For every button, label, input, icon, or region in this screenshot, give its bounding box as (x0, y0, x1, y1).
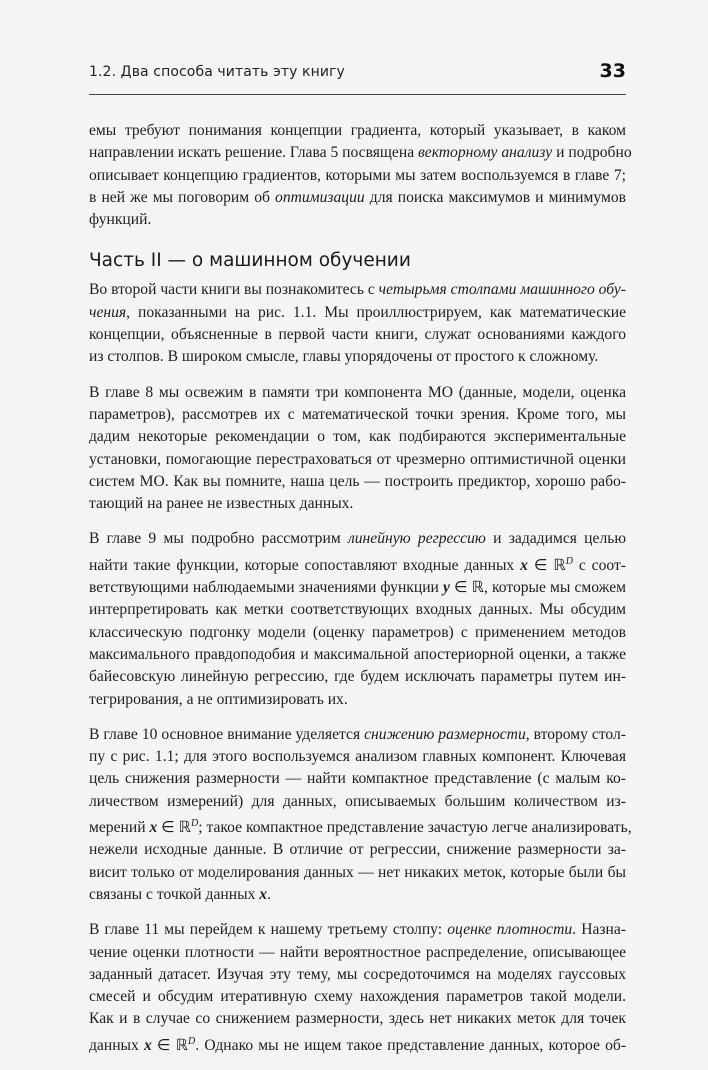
text-line: связаны с точкой данных x. (89, 885, 271, 903)
emphasis: линейную регрессию (347, 530, 486, 548)
paragraph (89, 724, 632, 906)
text-line: чения, показанными на рис. 1.1. Мы проиллюстрируем, как математические (89, 303, 626, 321)
text-line: тающий на ранее не известных данных. (89, 495, 354, 513)
text-line: В главе 11 мы перейдем к нашему третьему столпу: оценке плотности. Назна- (89, 921, 626, 939)
emphasis: чения (89, 303, 127, 321)
text-line: тегрирования, а не оптимизировать их. (89, 690, 348, 708)
text-line: ветствующими наблюдаемыми значениями функции y ∈ ℝ, которые мы сможем (89, 579, 627, 597)
text-line: цель снижения размерности — найти компактное представление (с малым ко- (89, 770, 626, 788)
paragraph (89, 120, 632, 231)
text-line: емы требуют понимания концепции градиента, который указывает, в каком (89, 122, 626, 139)
emphasis: оценке плотности (447, 921, 573, 939)
text-line: пу с рис. 1.1; для этого воспользуемся анализом главных компонент. Ключевая (89, 748, 626, 766)
text-line: чение оценки плотности — найти вероятностное распределение, описывающее (89, 943, 626, 961)
text-line: описывает концепцию градиентов, которыми мы затем воспользуемся в главе 7; (89, 166, 626, 184)
math-superscript: D (190, 818, 199, 830)
text-line: максимального правдоподобия и максимальной апостериорной оценки, а также (89, 645, 626, 663)
text-line: из столпов. В широком смысле, главы упорядочены от простого к сложному. (89, 348, 599, 366)
text-line: найти такие функции, которые сопоставляют входные данных x ∈ ℝ$^D$ с соот- (89, 555, 626, 574)
page-number: 33 (599, 60, 626, 82)
text-line: висит только от моделирования данных — нет никаких меток, которые были бы (89, 863, 626, 881)
text-line: смесей и обсудим итеративную схему нахождения параметров такой модели. (89, 988, 626, 1006)
text-line: В главе 8 мы освежим в памяти три компонента МО (данные, модели, оценка (89, 383, 626, 401)
text-line: Как и в случае со снижением размерности, здесь нет никаких меток для точек (89, 1010, 626, 1028)
text-line: установки, помогающие перестраховаться от чрезмерно оптимистичной оценки (89, 450, 626, 468)
paragraph (89, 279, 626, 368)
text-line: нежели исходные данные. В отличие от регрессии, снижение размерности за- (89, 841, 626, 859)
text-line: В главе 9 мы подробно рассмотрим линейную регрессию и зададимся целью (89, 530, 626, 548)
paragraph (89, 382, 626, 516)
math-superscript: D (188, 1035, 196, 1047)
text-line: в ней же мы поговорим об оптимизации для поиска максимумов и минимумов (89, 188, 626, 206)
math-variable-y: y (442, 579, 450, 597)
math-vector-x: x (259, 885, 268, 903)
body-text (89, 120, 632, 1070)
text-line: систем МО. Как вы помните, наша цель — построить предиктор, хорошо рабо- (89, 472, 626, 490)
text-line: направлении искать решение. Глава 5 посвящена векторному анализу и подробно (89, 144, 632, 162)
text-line: концепции, объясненные в первой части книги, служат основаниями каждого (89, 326, 626, 344)
text-line: байесовскую линейную регрессию, где будем исключать параметры путем ин- (89, 668, 626, 686)
text-line: В главе 10 основное внимание уделяется снижению размерности, второму стол- (89, 725, 627, 743)
math-vector-x: x (520, 556, 528, 574)
text-line: классическую подгонку модели (оценку параметров) с применением методов (89, 623, 626, 641)
text-line: интерпретировать как метки соответствующих входных данных. Мы обсудим (89, 601, 626, 619)
text-line: личеством измерений) для данных, описываемых большим количеством из- (89, 792, 626, 810)
text-line: Во второй части книги вы познакомитесь с четырьмя столпами машинного обу- (89, 281, 626, 299)
text-line: заданный датасет. Изучая эту тему, мы сосредоточимся на моделях гауссовых (89, 965, 626, 983)
emphasis: оптимизации (275, 188, 365, 206)
text-line: дадим некоторые рекомендации о том, как подбираются экспериментальные (89, 428, 626, 446)
running-title: 1.2. Два способа читать эту книгу (89, 64, 345, 80)
paragraph (89, 528, 626, 710)
text-line: мерений x ∈ ℝ$^D$; такое компактное представление зачастую легче анализировать, (89, 818, 632, 837)
math-vector-x: x (149, 819, 158, 837)
text-line: функций. (89, 211, 152, 229)
header-rule (89, 94, 626, 95)
math-vector-x: x (143, 1036, 152, 1054)
text-line: параметров), рассмотрев их с математической точки зрения. Кроме того, мы (89, 405, 626, 423)
text-line: данных x ∈ ℝ$^D$. Однако мы не ищем такое представление данных, которое об- (89, 1035, 627, 1054)
running-head (89, 60, 626, 90)
emphasis: четырьмя столпами машинного обу- (378, 281, 626, 299)
paragraph (89, 919, 626, 1057)
section-heading: Часть II — о машинном обучении (89, 250, 411, 272)
emphasis: снижению размерности (364, 725, 526, 743)
math-superscript: D (565, 555, 573, 567)
emphasis: векторному анализу (418, 144, 553, 162)
